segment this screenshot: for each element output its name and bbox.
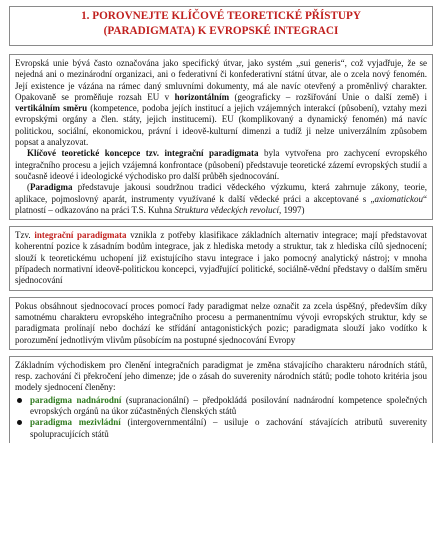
text-run: (supranacionální) – předpokládá posilování nadnárodní kompetence společných evropských orgánů na úkor zúčastněných členských států bbox=[30, 394, 427, 417]
text-run: Evropská unie bývá často označována jako specifický útvar, jako systém „sui generis“, což vyjadřuje, že se nejedná ani o mezinárodní organizaci, ani o federativní či konfederativní státní útvar, ale o zcela nový fenomén. Její existence je vázána na rámec daný smluvními dokumenty, má ale navíc otevřený a proměnlivý charakter. Opakovaně se proměňuje rozsah EU v bbox=[15, 58, 427, 102]
bullet-icon bbox=[17, 398, 22, 403]
paragraph-attempt: Pokus obsáhnout sjednocovací proces pomocí řady paradigmat nelze označit za zcela úspěšný, především díky samotnému charakteru evropského integračního procesu a permanentnímu vývoji evropských struktur, kdy se paradigmata prolínají nebo dochází ke střídání antagonistických pozic; paradigmata slouží jako vodítko k porozumění jednotlivým vlivům působícím na postupné sjednocování Evropy bbox=[15, 300, 427, 345]
term-supranational: paradigma nadnárodní bbox=[30, 394, 122, 405]
text-run: “ platností – odkazováno na práci T.S. Kuhna bbox=[15, 193, 427, 215]
text-run: vznikla z potřeby klasifikace základních alternativ integrace; mají představovat koherentní pozice k zásadním bodům integrace, jak z hlediska metody a struktur, tak z hlediska cílů sjednocení; slouží k teoretickému uchopení již existujícího stavu integrace i jako pomocný analytický nástroj; v mnoha případech normativní ideově-politickou koncepci, vyjadřující politické, sociálně-vědní představy o dalším směru sjednocování bbox=[15, 230, 427, 286]
book-title: Struktura vědeckých revolucí bbox=[174, 204, 280, 215]
classification-box bbox=[9, 356, 433, 443]
attempt-box bbox=[9, 297, 433, 350]
list-item bbox=[15, 395, 427, 418]
title-box bbox=[9, 6, 433, 46]
term-key-concepts: Klíčové teoretické koncepce tzv. integrační paradigmata bbox=[27, 148, 259, 159]
term-intergovernmental: paradigma mezivládní bbox=[30, 417, 121, 428]
paragraph-key-concepts bbox=[15, 148, 427, 182]
term-paradigm: Paradigma bbox=[30, 182, 73, 193]
text-run: , 1997) bbox=[279, 204, 305, 215]
term-integration-paradigms: integrační paradigmata bbox=[34, 230, 127, 241]
paragraph-eu-character bbox=[15, 58, 427, 148]
title-line-2: (PARADIGMATA) K EVROPSKÉ INTEGRACI bbox=[103, 25, 339, 37]
intro-box bbox=[9, 54, 433, 220]
paragraph-classification: Základním východiskem pro členění integračních paradigmat je změna stávajícího charakteru národních států, resp. zachování či překročení jeho dimenze; jde o zásah do suverenity národních států; podle tohoto kritéria jsou modely sjednocení členěny: bbox=[15, 359, 427, 393]
text-run: představuje jakousi soudržnou tradici vědeckého výzkumu, která zahrnuje zákony, teorie, aplikace, pojmoslovný aparát, instrumenty využívané k další vědecké práci a akceptované s „ bbox=[15, 182, 427, 204]
list-item bbox=[15, 417, 427, 440]
text-run: byla vytvořena pro zachycení evropského integračního procesu a jejich vzájemná konfrontace (působení) představuje teoretické zázemí evropských studií a současně ideové i ideologické východisko pro další průběh sjednocování. bbox=[15, 148, 427, 181]
paragraph-paradigm-definition bbox=[15, 182, 427, 216]
term-axiomatic: axiomatickou bbox=[374, 193, 423, 204]
term-horizontal: horizontálním bbox=[174, 91, 230, 102]
paradigm-list bbox=[15, 395, 427, 440]
text-run: (geograficky – rozšiřování Unie o další země) i bbox=[229, 91, 427, 102]
text-run: Tzv. bbox=[15, 230, 35, 241]
paragraph-integration-paradigms bbox=[15, 230, 427, 286]
bullet-icon bbox=[17, 420, 22, 425]
term-vertical: vertikálním směru bbox=[15, 103, 88, 114]
text-run: (intergovernmentální) – usiluje o zachování stávajících atributů suverenity spolupracujících států bbox=[30, 417, 427, 439]
integration-paradigms-box bbox=[9, 226, 433, 290]
text-run: ( bbox=[27, 182, 30, 193]
text-run: (kompetence, podoba jejích institucí a jejich vzájemných interakcí (působení), vztahy mezi evropskými orgány a člen. státy, jejich institucemi). EU (komplikovaný a dynamický fenomén) má navíc politickou, sociální, ekonomickou, právní i ideově-kulturní dimenzi a tudíž ji nelze univerzálním způsobem popsat a analyzovat. bbox=[15, 103, 427, 148]
title-line-1: 1. POROVNEJTE KLÍČOVÉ TEORETICKÉ PŘÍSTUPY bbox=[81, 10, 361, 22]
